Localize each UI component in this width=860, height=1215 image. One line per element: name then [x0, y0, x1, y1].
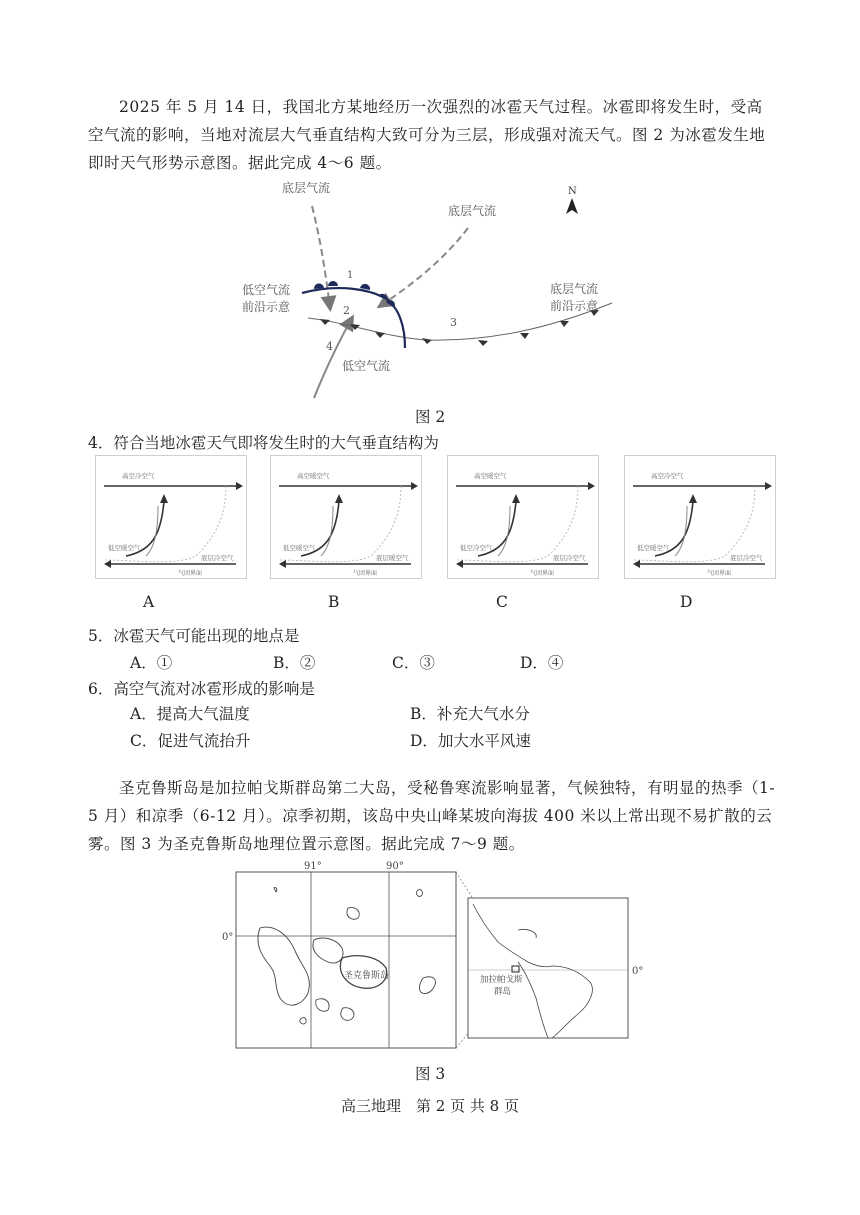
svg-text:气团界面: 气团界面 [353, 570, 378, 577]
point-2-label: 2 [343, 304, 350, 317]
point-4-label: 4 [326, 340, 333, 353]
svg-text:底层冷空气: 底层冷空气 [201, 554, 234, 562]
q5-option-b[interactable]: B．② [273, 654, 316, 672]
svg-text:气团界面: 气团界面 [530, 570, 555, 577]
q6-option-b[interactable]: B．补充大气水分 [410, 705, 530, 723]
figure-2-caption: 图 2 [415, 408, 446, 426]
intro-paragraph-1: 2025 年 5 月 14 日，我国北方某地经历一次强烈的冰雹天气过程。冰雹即将发生时，受高空气流的影响，当地对流层大气垂直结构大致可分为三层，形成强对流天气。图 2 为冰雹发生地即时天气形势示意图。据此完成 4～6 题。 [88, 98, 766, 172]
option-a-diagram[interactable] [95, 455, 247, 579]
svg-text:高空暖空气: 高空暖空气 [297, 472, 330, 480]
option-a-label: A [143, 593, 155, 611]
q5-option-c[interactable]: C．③ [392, 654, 435, 672]
svg-text:气团界面: 气团界面 [707, 570, 732, 577]
point-3-label: 3 [450, 316, 457, 329]
svg-text:低空冷空气: 低空冷空气 [460, 544, 493, 552]
bottom-front-triangles [320, 310, 599, 346]
question-6-stem: 6．高空气流对冰雹形成的影响是 [88, 680, 315, 698]
bottom-flow-label-1: 底层气流 [282, 181, 331, 195]
santa-cruz-label: 圣克鲁斯岛 [344, 971, 390, 981]
option-b-label: B [328, 593, 340, 611]
low-flow-label: 低空气流 [342, 359, 391, 373]
svg-text:低空暖空气: 低空暖空气 [108, 544, 141, 552]
bottom-flow-label-2: 底层气流 [448, 204, 497, 218]
longitude-90-label: 90° [386, 861, 404, 872]
figure-3-caption: 图 3 [415, 1065, 446, 1083]
q6-option-c[interactable]: C．促进气流抬升 [130, 732, 251, 750]
option-d-diagram[interactable] [624, 455, 776, 579]
low-front-label-1: 低空气流 [242, 283, 291, 297]
option-b-diagram[interactable] [270, 455, 422, 579]
q6-option-d[interactable]: D．加大水平风速 [410, 732, 531, 750]
low-front-line [302, 288, 405, 348]
low-front-label-2: 前沿示意 [242, 300, 291, 314]
bottom-flow-arrow-1 [312, 206, 330, 308]
svg-text:低空暖空气: 低空暖空气 [283, 544, 316, 552]
svg-text:底层暖空气: 底层暖空气 [376, 554, 409, 562]
bottom-front-label-1: 底层气流 [550, 282, 599, 296]
svg-text:高空冷空气: 高空冷空气 [122, 472, 155, 480]
svg-text:高空冷空气: 高空冷空气 [651, 472, 684, 480]
option-c-label: C [496, 593, 508, 611]
intro-paragraph-2: 圣克鲁斯岛是加拉帕戈斯群岛第二大岛，受秘鲁寒流影响显著，气候独特，有明显的热季（1-5 月）和凉季（6-12 月）。凉季初期，该岛中央山峰某坡向海拔 400 米以上常出现不易扩散的云雾。图 3 为圣克鲁斯岛地理位置示意图。据此完成 7～9 题。 [88, 779, 776, 853]
q5-option-d[interactable]: D．④ [520, 654, 564, 672]
q6-option-a[interactable]: A．提高大气温度 [130, 705, 250, 723]
svg-text:底层冷空气: 底层冷空气 [553, 554, 586, 562]
bottom-front-label-2: 前沿示意 [550, 299, 599, 313]
question-4-stem: 4．符合当地冰雹天气即将发生时的大气垂直结构为 [88, 434, 439, 452]
svg-text:高空暖空气: 高空暖空气 [474, 472, 507, 480]
north-label: N [568, 186, 577, 197]
low-flow-arrow [314, 318, 352, 398]
inset-label-1: 加拉帕戈斯 [480, 975, 523, 985]
option-d-label: D [680, 593, 693, 611]
point-1-label: 1 [347, 270, 354, 281]
bottom-flow-arrow-2 [380, 228, 468, 306]
longitude-91-label: 91° [304, 861, 322, 872]
north-arrow-icon [566, 198, 578, 214]
svg-text:底层冷空气: 底层冷空气 [730, 554, 763, 562]
figure-3-location-map [218, 858, 648, 1058]
page-footer: 高三地理 第 2 页 共 8 页 [341, 1097, 519, 1115]
svg-text:气团界面: 气团界面 [178, 570, 203, 577]
question-5-stem: 5．冰雹天气可能出现的地点是 [88, 627, 300, 645]
q5-option-a[interactable]: A．① [130, 654, 173, 672]
latitude-0-label: 0° [222, 932, 234, 943]
svg-text:低空暖空气: 低空暖空气 [637, 544, 670, 552]
figure-2-weather-map [230, 178, 630, 403]
inset-label-2: 群岛 [494, 987, 512, 997]
latitude-0-right-label: 0° [632, 966, 644, 977]
option-c-diagram[interactable] [447, 455, 599, 579]
